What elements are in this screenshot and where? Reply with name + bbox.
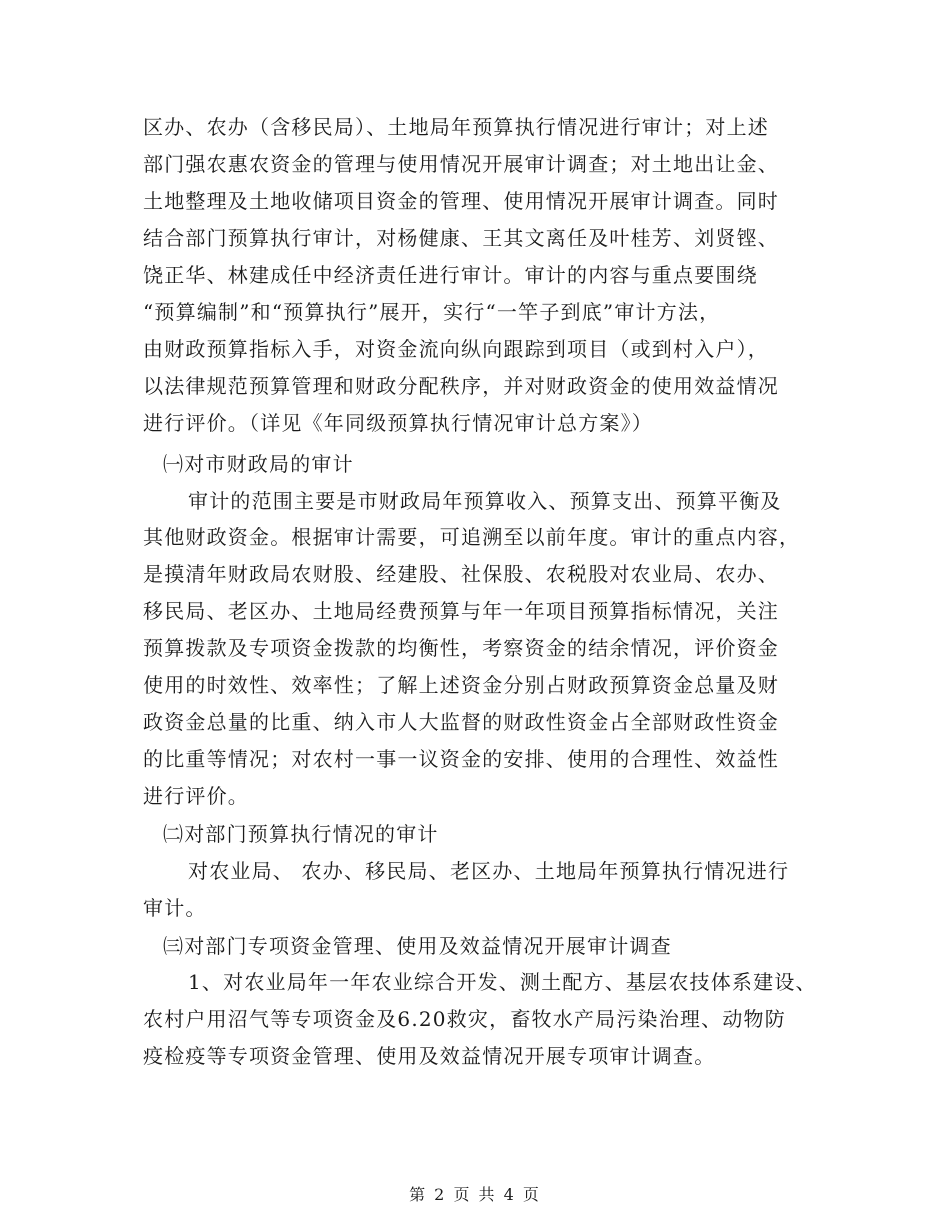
body-line: 进行评价。: [143, 784, 249, 808]
body-line: 预算拨款及专项资金拨款的均衡性，考察资金的结余情况，评价资金: [143, 636, 779, 660]
body-line: 饶正华、林建成任中经济责任进行审计。审计的内容与重点要围绕: [143, 263, 758, 287]
body-line: 是摸清年财政局农财股、经建股、社保股、农税股对农业局、农办、: [143, 562, 779, 586]
body-line: 使用的时效性、效率性；了解上述资金分别占财政预算资金总量及财: [143, 673, 779, 697]
body-line: 由财政预算指标入手，对资金流向纵向跟踪到项目（或到村入户），: [143, 337, 769, 361]
section-heading: ㈡对部门预算执行情况的审计: [163, 822, 439, 846]
body-line: 疫检疫等专项资金管理、使用及效益情况开展专项审计调查。: [143, 1044, 716, 1068]
section-heading: ㈢对部门专项资金管理、使用及效益情况开展审计调查: [163, 934, 672, 958]
body-line: 其他财政资金。根据审计需要，可追溯至以前年度。审计的重点内容，: [143, 525, 801, 549]
body-line: 对农业局、 农办、移民局、老区办、土地局年预算执行情况进行: [188, 859, 790, 883]
section-heading: ㈠对市财政局的审计: [163, 452, 354, 476]
body-line: “预算编制”和“预算执行”展开，实行“一竿子到底”审计方法，: [143, 300, 721, 324]
body-line: 土地整理及土地收储项目资金的管理、使用情况开展审计调查。同时: [143, 189, 779, 213]
page-footer: 第 2 页 共 4 页: [409, 1185, 541, 1204]
body-line: 进行评价。（详见《年同级预算执行情况审计总方案》）: [143, 411, 653, 435]
body-line: 政资金总量的比重、纳入市人大监督的财政性资金占全部财政性资金: [143, 710, 779, 734]
body-line: 以法律规范预算管理和财政分配秩序，并对财政资金的使用效益情况: [143, 374, 779, 398]
body-line: 审计。: [143, 896, 207, 920]
body-line: 的比重等情况；对农村一事一议资金的安排、使用的合理性、效益性: [143, 747, 779, 771]
body-line: 部门强农惠农资金的管理与使用情况开展审计调查；对土地出让金、: [143, 152, 779, 176]
body-line: 结合部门预算执行审计，对杨健康、王其文离任及叶桂芳、刘贤铿、: [143, 226, 779, 250]
body-line: 1、对农业局年一年农业综合开发、测土配方、基层农技体系建设、: [188, 970, 817, 994]
body-line: 区办、农办（含移民局）、土地局年预算执行情况进行审计；对上述: [143, 115, 769, 139]
body-line: 农村户用沼气等专项资金及6.20救灾，畜牧水产局污染治理、动物防: [143, 1007, 786, 1031]
body-line: 审计的范围主要是市财政局年预算收入、预算支出、预算平衡及: [188, 489, 782, 513]
body-line: 移民局、老区办、土地局经费预算与年一年项目预算指标情况，关注: [143, 599, 779, 623]
